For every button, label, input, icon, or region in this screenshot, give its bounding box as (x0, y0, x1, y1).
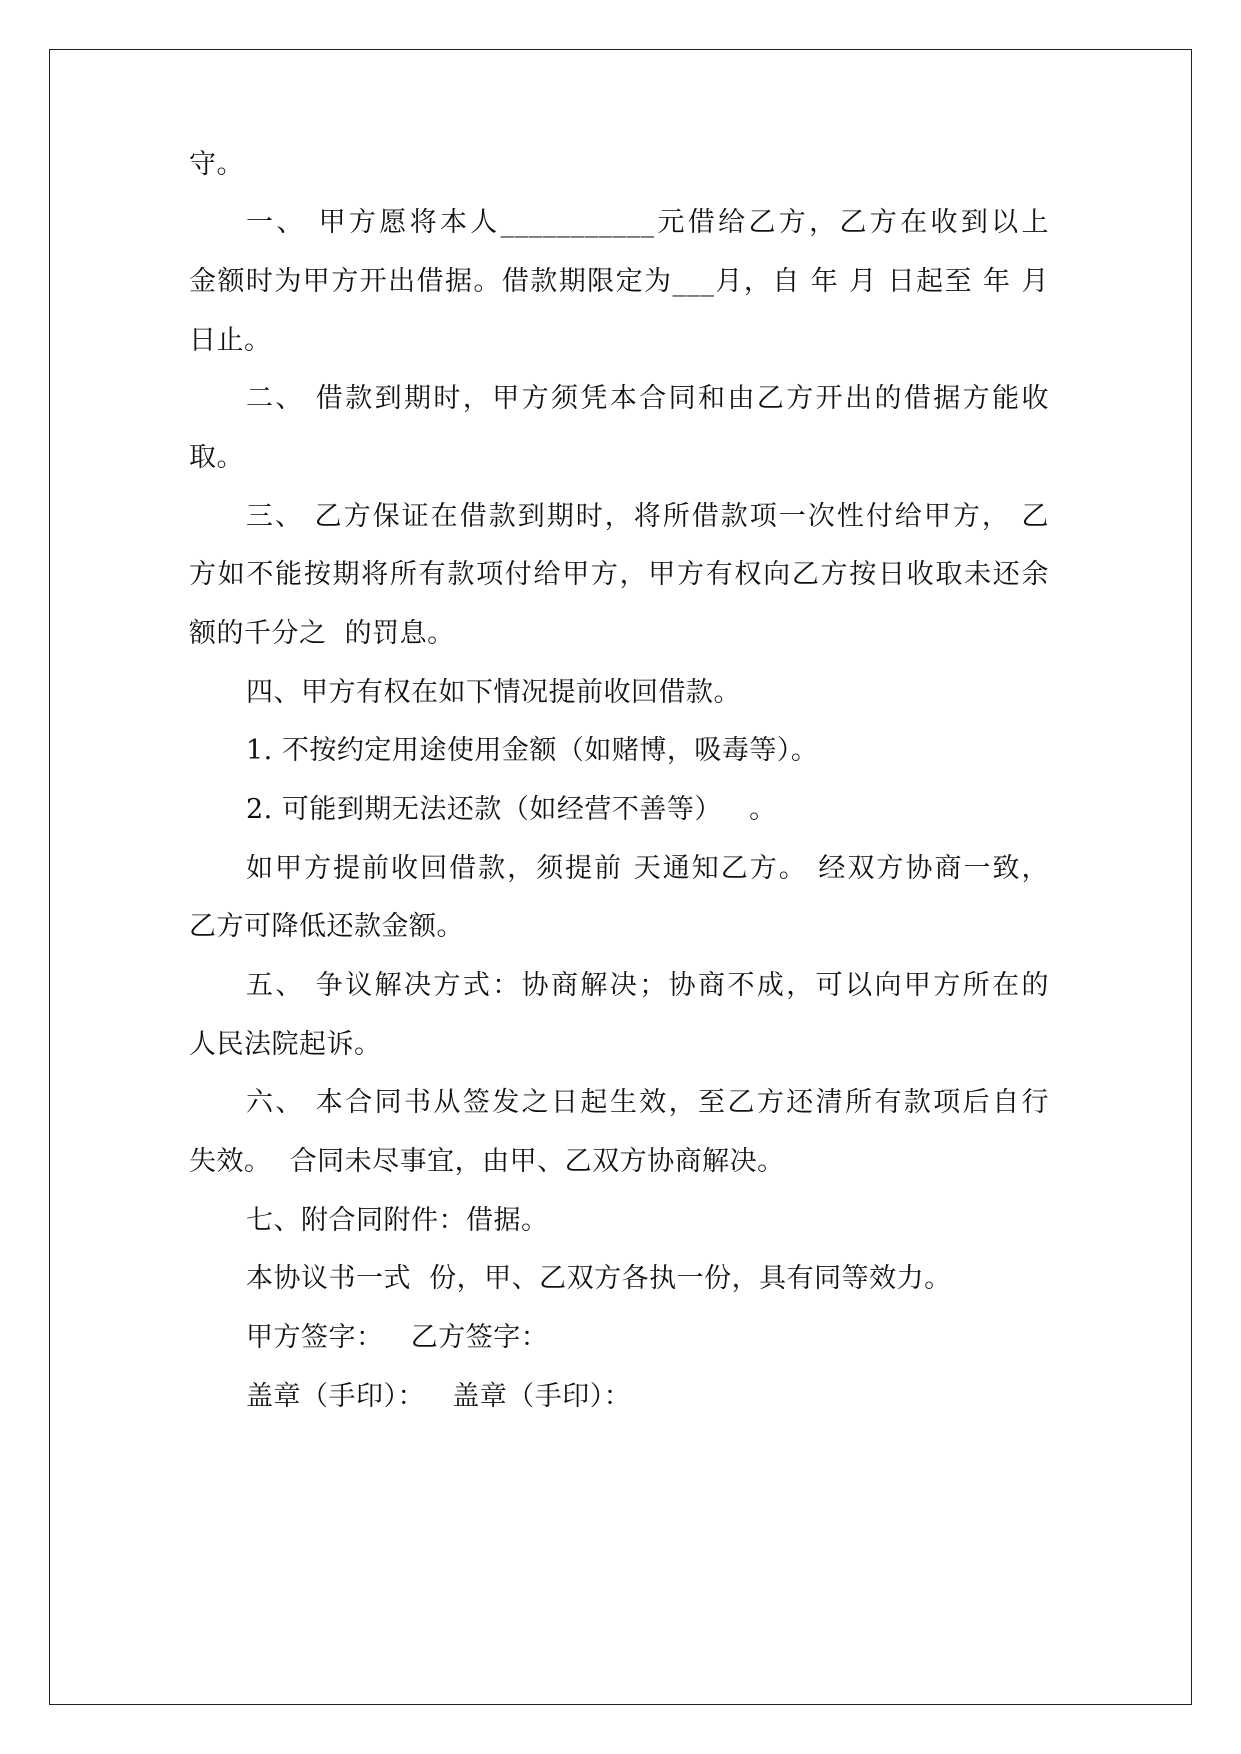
clause-4-heading: 四、甲方有权在如下情况提前收回借款。 (246, 677, 741, 708)
clause-1-line-2: 金额时为甲方开出借据。借款期限定为___月，自 年 月 日起至 年 月 (189, 266, 1049, 297)
clause-1-line-1: 一、 甲方愿将本人___________元借给乙方，乙方在收到以上 (246, 207, 1049, 238)
clause-6-line-1: 六、 本合同书从签发之日起生效，至乙方还清所有款项后自行 (246, 1087, 1049, 1118)
clause-4-item-2: 2. 可能到期无法还款（如经营不善等） 。 (246, 794, 777, 825)
text-line: 守。 (189, 149, 244, 180)
clause-4-item-1: 1. 不按约定用途使用金额（如赌博，吸毒等）。 (246, 735, 819, 766)
clause-2-line-2: 取。 (189, 442, 244, 473)
clause-3-line-1: 三、 乙方保证在借款到期时，将所借款项一次性付给甲方， 乙 (246, 501, 1049, 532)
clause-6-line-2: 失效。 合同未尽事宜，由甲、乙双方协商解决。 (189, 1146, 785, 1177)
clause-4-note-line-1: 如甲方提前收回借款，须提前 天通知乙方。 经双方协商一致， (246, 853, 1049, 884)
clause-4-note-line-2: 乙方可降低还款金额。 (189, 911, 464, 942)
clause-5-line-1: 五、 争议解决方式：协商解决；协商不成，可以向甲方所在的 (246, 970, 1049, 1001)
copies-statement: 本协议书一式 份，甲、乙双方各执一份，具有同等效力。 (246, 1263, 952, 1294)
clause-2-line-1: 二、 借款到期时，甲方须凭本合同和由乙方开出的借据方能收 (246, 383, 1049, 414)
clause-3-line-2: 方如不能按期将所有款项付给甲方，甲方有权向乙方按日收取未还余 (189, 559, 1049, 590)
clause-5-line-2: 人民法院起诉。 (189, 1029, 382, 1060)
signature-line: 甲方签字： 乙方签字： (246, 1322, 549, 1353)
seal-line: 盖章（手印）： 盖章（手印）： (246, 1381, 632, 1412)
clause-7: 七、附合同附件：借据。 (246, 1205, 549, 1236)
clause-3-line-3: 额的千分之 的罚息。 (189, 618, 455, 649)
clause-1-line-3: 日止。 (189, 325, 272, 356)
